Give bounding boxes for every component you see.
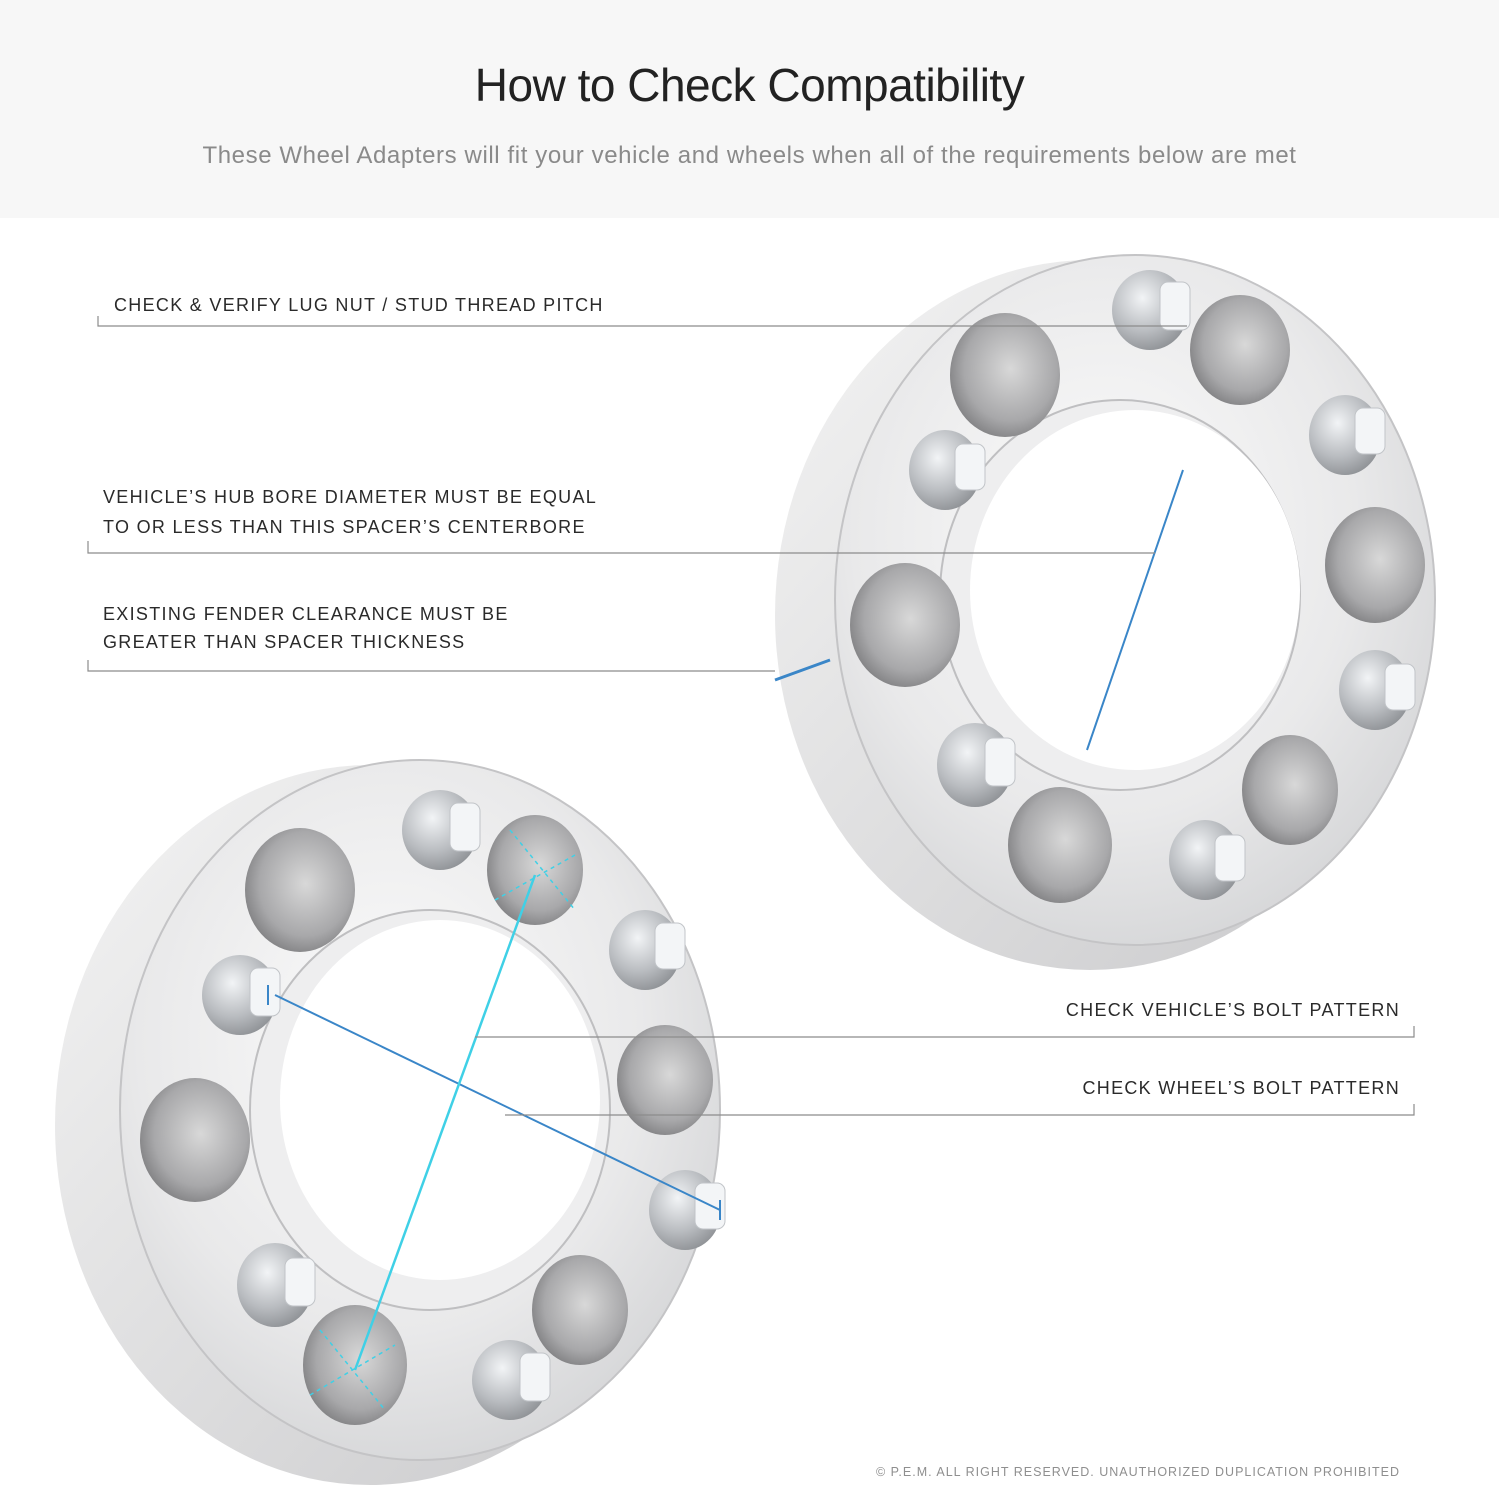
page-subtitle: These Wheel Adapters will fit your vehicle and wheels when all of the requirements below are met bbox=[202, 142, 1297, 169]
spacer-top-right bbox=[775, 255, 1435, 970]
spacer-bottom-left bbox=[55, 760, 725, 1485]
callout-fender-line1: EXISTING FENDER CLEARANCE MUST BE bbox=[103, 604, 509, 624]
page-title: How to Check Compatibility bbox=[474, 59, 1025, 111]
callout-vehicle-bolt-pattern: CHECK VEHICLE’S BOLT PATTERN bbox=[1065, 1000, 1400, 1020]
callout-hub-bore-line1: VEHICLE’S HUB BORE DIAMETER MUST BE EQUAL bbox=[103, 487, 598, 507]
callout-wheel-bolt-pattern: CHECK WHEEL’S BOLT PATTERN bbox=[1082, 1078, 1400, 1098]
callout-fender-line2: GREATER THAN SPACER THICKNESS bbox=[103, 632, 466, 652]
copyright-footer: © P.E.M. ALL RIGHT RESERVED. UNAUTHORIZED DUPLICATION PROHIBITED bbox=[876, 1465, 1400, 1479]
callout-hub-bore-line2: TO OR LESS THAN THIS SPACER’S CENTERBORE bbox=[103, 517, 586, 537]
callout-thread-pitch: CHECK & VERIFY LUG NUT / STUD THREAD PITCH bbox=[114, 295, 604, 315]
